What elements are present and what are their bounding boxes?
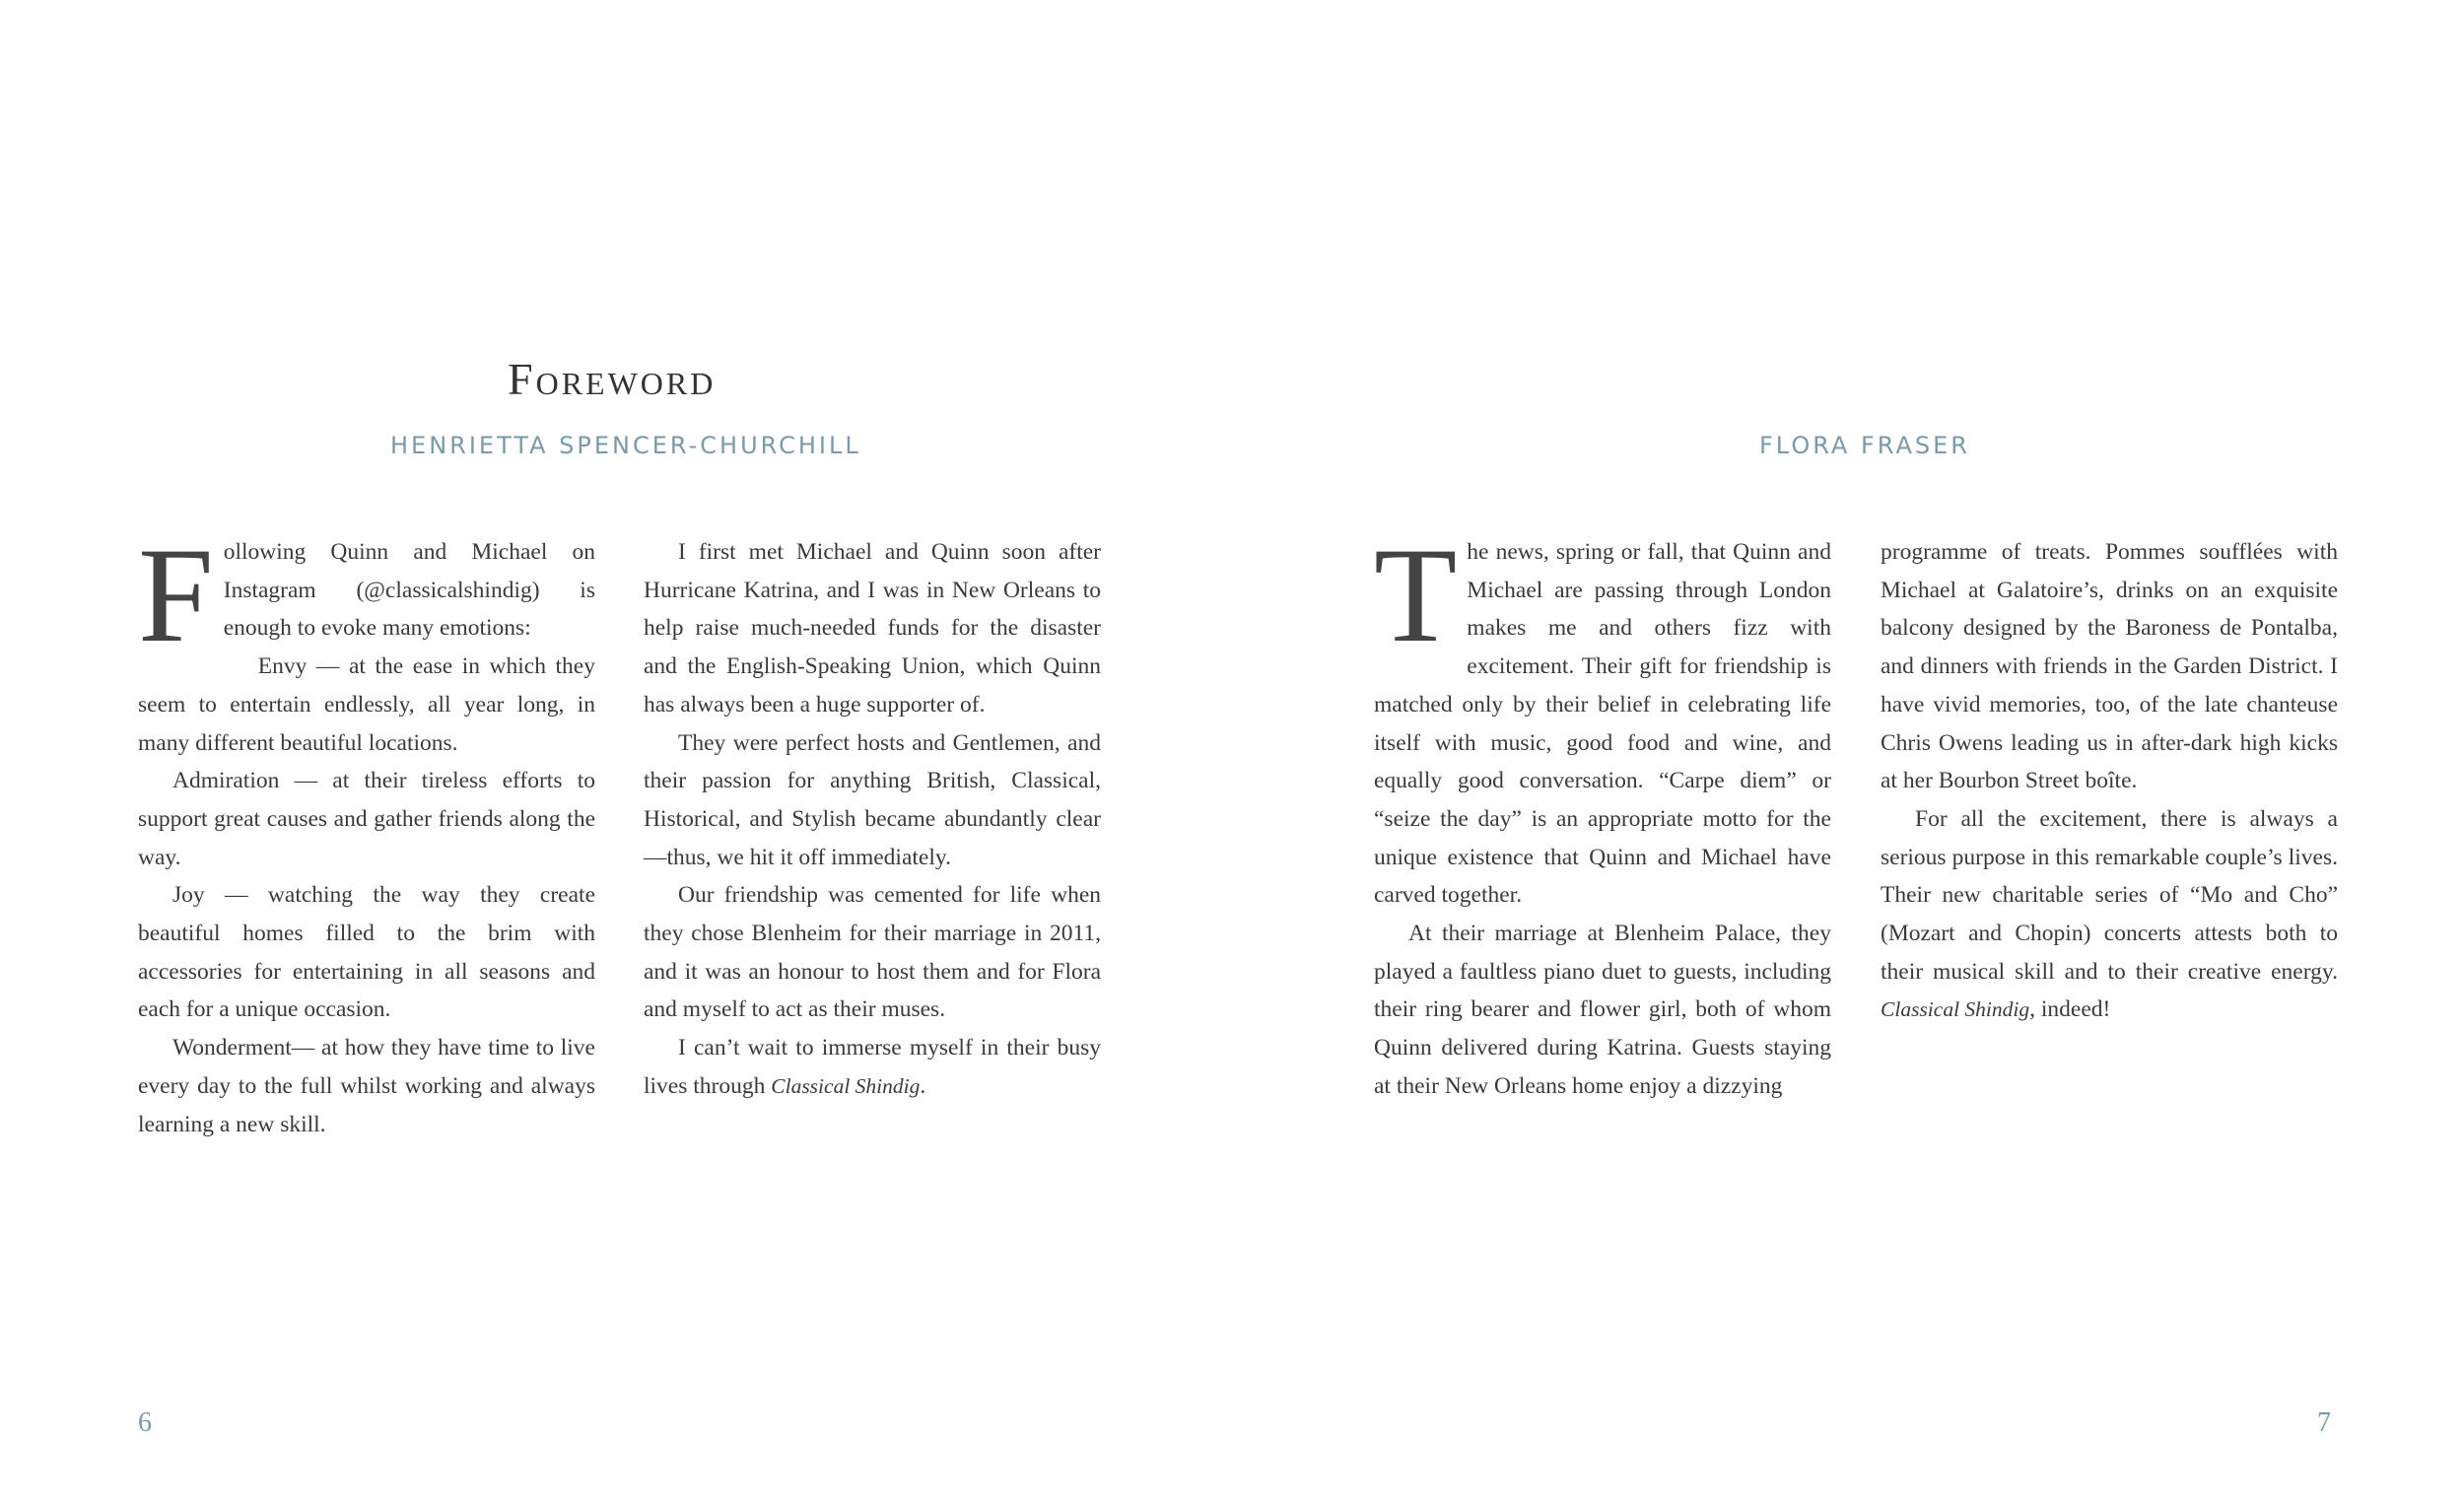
paragraph: At their marriage at Blenheim Palace, they played a faultless piano duet to guests, including their ring bearer and flower girl, both of whom Quinn delivered during Katrina. Guests staying at their New Orleans home enjoy a dizzying: [1374, 921, 1831, 1099]
right-page-number: 7: [2317, 1407, 2331, 1438]
paragraph-text: , indeed!: [2029, 996, 2111, 1023]
left-page-number: 6: [138, 1407, 152, 1438]
right-page-column-2: [1881, 533, 2338, 1029]
paragraph: Wonderment— at how they have time to live every day to the full whilst working and always learning a new skill.: [138, 1035, 595, 1137]
drop-cap: F: [138, 519, 214, 670]
paragraph: Joy — watching the way they create beautiful homes filled to the brim with accessories for entertaining in all seasons and each for a unique occasion.: [138, 882, 595, 1023]
paragraph: [1881, 800, 2338, 1029]
book-title-italic: Classical Shindig: [1881, 997, 2030, 1022]
paragraph: I first met Michael and Quinn soon after Hurricane Katrina, and I was in New Orleans to help raise much-needed funds for the disaster and the English-Speaking Union, which Quinn has always been a huge supporter of.: [644, 539, 1101, 718]
right-author-name: FLORA FRASER: [1759, 432, 1970, 459]
book-title-italic: Classical Shindig: [771, 1073, 921, 1098]
paragraph: They were perfect hosts and Gentlemen, and their passion for anything British, Classical, Historical, and Stylish became abundantly clear—thus, we hit it off immediately.: [644, 729, 1101, 870]
left-author-name: HENRIETTA SPENCER-CHURCHILL: [390, 432, 861, 459]
paragraph: Envy — at the ease in which they seem to entertain endlessly, all year long, in many different beautiful locations.: [138, 653, 595, 756]
paragraph-text: I can’t wait to immerse myself in their busy lives through: [644, 1035, 1101, 1099]
paragraph-text: .: [920, 1072, 926, 1099]
paragraph: Our friendship was cemented for life when they chose Blenheim for their marriage in 2011, and it was an honour to host them and for Flora and myself to act as their muses.: [644, 882, 1101, 1023]
paragraph-continued: programme of treats. Pommes soufflées with Michael at Galatoire’s, drinks on an exquisite balcony designed by the Baroness de Pontalba, and dinners with friends in the Garden District. I have vivid memories, too, of the late chanteuse Chris Owens leading us in after-dark high kicks at her Bourbon Street boîte.: [1881, 539, 2338, 794]
left-page-column-1: [138, 519, 595, 1143]
paragraph: [1374, 519, 1831, 915]
paragraph: Admiration — at their tireless efforts to support great causes and gather friends along the way.: [138, 768, 595, 870]
paragraph-text: he news, spring or fall, that Quinn and Michael are passing through London makes me and others fizz with excitement. Their gift for friendship is matched only by their belief in celebrating life itself with music, good food and wine, and equally good conversation. “Carpe diem” or “seize the day” is an appropriate motto for the unique existence that Quinn and Michael have carved together.: [1374, 539, 1831, 909]
drop-cap: T: [1374, 519, 1458, 670]
left-page-column-2: [644, 533, 1101, 1106]
paragraph-text: For all the excitement, there is always a serious purpose in this remarkable couple’s lives. Their new charitable series of “Mo and Cho” (Mozart and Chopin) concerts attests both to their musical skill and to their creative energy.: [1881, 805, 2338, 985]
paragraph-text: ollowing Quinn and Michael on Instagram (@classicalshindig) is enough to evoke many emotions:: [223, 539, 595, 642]
page-title: Foreword: [508, 354, 717, 404]
right-page-column-1: [1374, 519, 1831, 1106]
paragraph: [138, 519, 595, 670]
paragraph: [644, 1029, 1101, 1105]
